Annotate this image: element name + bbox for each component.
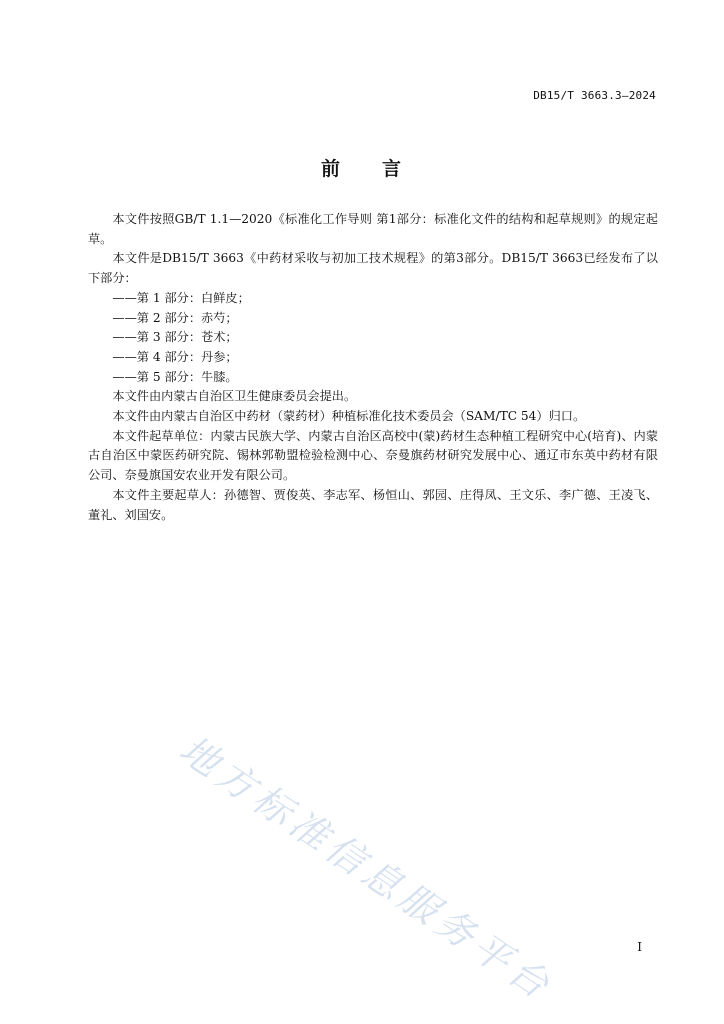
paragraph-technical-committee: 本文件由内蒙古自治区中药材（蒙药材）种植标准化技术委员会（SAM/TC 54）归口。 xyxy=(112,409,586,424)
page-title xyxy=(0,154,724,181)
list-item: ——第 3 部分：苍术； xyxy=(112,330,238,345)
list-item: ——第 2 部分：赤芍； xyxy=(112,310,238,325)
paragraph-drafting-rules: 本文件按照GB/T 1.1—2020《标准化工作导则 第1部分：标准化文件的结构和起草规则》的规定起草。 xyxy=(88,212,658,246)
document-code: DB15/T 3663.3—2024 xyxy=(533,89,656,102)
foreword-body xyxy=(88,210,658,525)
paragraph-drafters: 本文件主要起草人：孙德智、贾俊英、李志军、杨恒山、郭园、庄得凤、王文乐、李广德、王凌飞、董礼、刘国安。 xyxy=(88,487,658,522)
paragraph-proposer: 本文件由内蒙古自治区卫生健康委员会提出。 xyxy=(112,389,357,404)
title-char-1: 前 xyxy=(320,158,342,180)
title-char-2: 言 xyxy=(382,158,404,180)
list-item: ——第 4 部分：丹参； xyxy=(112,349,238,364)
paragraph-series-intro: 本文件是DB15/T 3663《中药材采收与初加工技术规程》的第3部分。DB15/T 3663已经发布了以下部分： xyxy=(88,251,658,286)
list-item: ——第 1 部分：白鲜皮； xyxy=(112,290,250,305)
paragraph-drafting-units: 本文件起草单位：内蒙古民族大学、内蒙古自治区高校中(蒙)药材生态种植工程研究中心(培育)、内蒙古自治区中蒙医药研究院、锡林郭勒盟检验检测中心、奈曼旗药材研究发展中心、通辽市东英中药材有限公司、奈曼旗国安农业开发有限公司。 xyxy=(88,428,658,483)
watermark: 地方标准信息服务平台 xyxy=(171,727,562,1010)
list-item: ——第 5 部分：牛膝。 xyxy=(112,369,238,384)
page-number: I xyxy=(637,940,642,954)
